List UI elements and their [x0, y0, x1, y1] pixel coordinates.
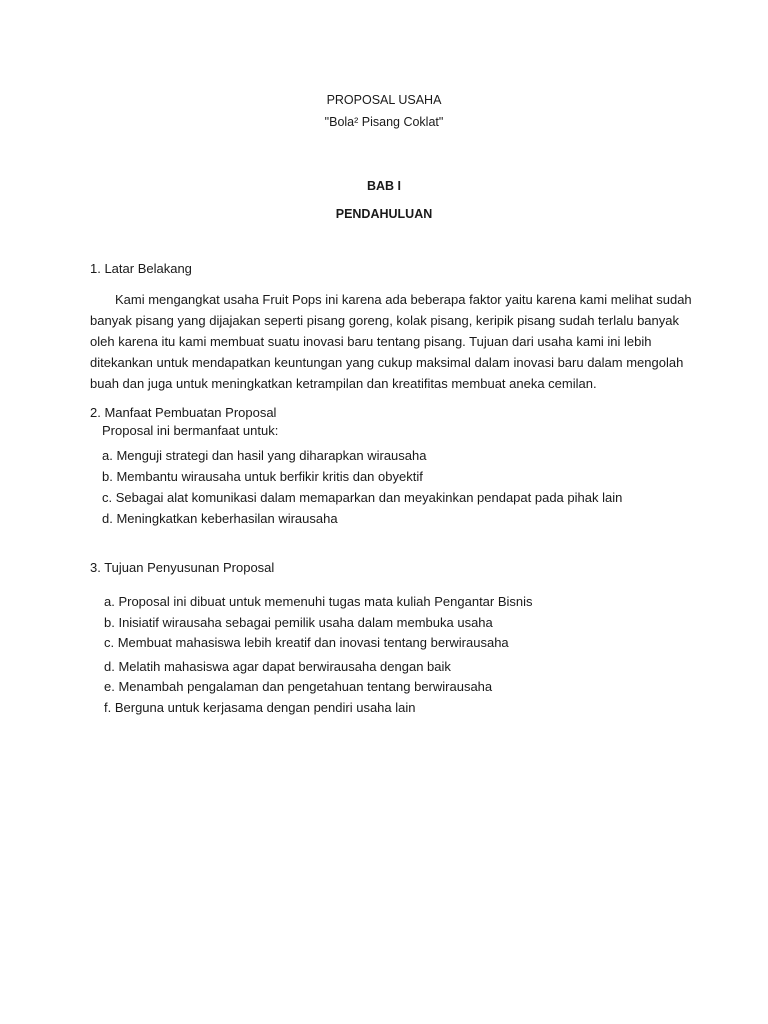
- list-item: a. Proposal ini dibuat untuk memenuhi tugas mata kuliah Pengantar Bisnis: [104, 594, 533, 609]
- document-title: PROPOSAL USAHA: [326, 93, 442, 107]
- section-heading-latar-belakang: 1. Latar Belakang: [90, 261, 192, 276]
- document-subtitle: "Bola² Pisang Coklat": [324, 115, 444, 129]
- list-item: e. Menambah pengalaman dan pengetahuan tentang berwirausaha: [104, 679, 493, 694]
- chapter-title: PENDAHULUAN: [335, 207, 433, 221]
- paragraph-line: buah dan juga untuk meningkatkan ketrampilan dan kreatifitas membuat aneka cemilan.: [90, 376, 597, 391]
- list-item: b. Membantu wirausaha untuk berfikir kritis dan obyektif: [102, 469, 423, 484]
- section-heading-manfaat: 2. Manfaat Pembuatan Proposal: [90, 405, 277, 420]
- list-item: b. Inisiatif wirausaha sebagai pemilik usaha dalam membuka usaha: [104, 614, 493, 630]
- list-item: c. Sebagai alat komunikasi dalam memaparkan dan meyakinkan pendapat pada pihak lain: [102, 490, 623, 505]
- paragraph-line: Kami mengangkat usaha Fruit Pops ini karena ada beberapa faktor yaitu karena kami melihat sudah: [115, 292, 692, 307]
- list-item: a. Menguji strategi dan hasil yang diharapkan wirausaha: [102, 448, 427, 463]
- paragraph-line: ditekankan untuk mendapatkan keuntungan yang cukup maksimal dalam inovasi baru dalam mengolah: [90, 355, 684, 370]
- section-heading-tujuan: 3. Tujuan Penyusunan Proposal: [90, 560, 275, 575]
- list-item: f. Berguna untuk kerjasama dengan pendiri usaha lain: [104, 699, 416, 715]
- manfaat-intro: Proposal ini bermanfaat untuk:: [102, 423, 279, 438]
- chapter-number: BAB I: [366, 179, 402, 193]
- manfaat-list: [102, 445, 622, 529]
- paragraph-line: oleh karena itu kami membuat suatu inovasi baru tentang pisang. Tujuan dari usaha kami ini lebih: [90, 334, 652, 349]
- tujuan-list: [104, 592, 533, 718]
- list-item: c. Membuat mahasiswa lebih kreatif dan inovasi tentang berwirausaha: [104, 635, 509, 650]
- list-item: d. Melatih mahasiswa agar dapat berwirausaha dengan baik: [104, 658, 451, 674]
- latar-belakang-paragraph: [90, 289, 690, 394]
- list-item: d. Meningkatkan keberhasilan wirausaha: [102, 511, 338, 526]
- paragraph-line: banyak pisang yang dijajakan seperti pisang goreng, kolak pisang, keripik pisang sudah terlalu banyak: [90, 313, 679, 328]
